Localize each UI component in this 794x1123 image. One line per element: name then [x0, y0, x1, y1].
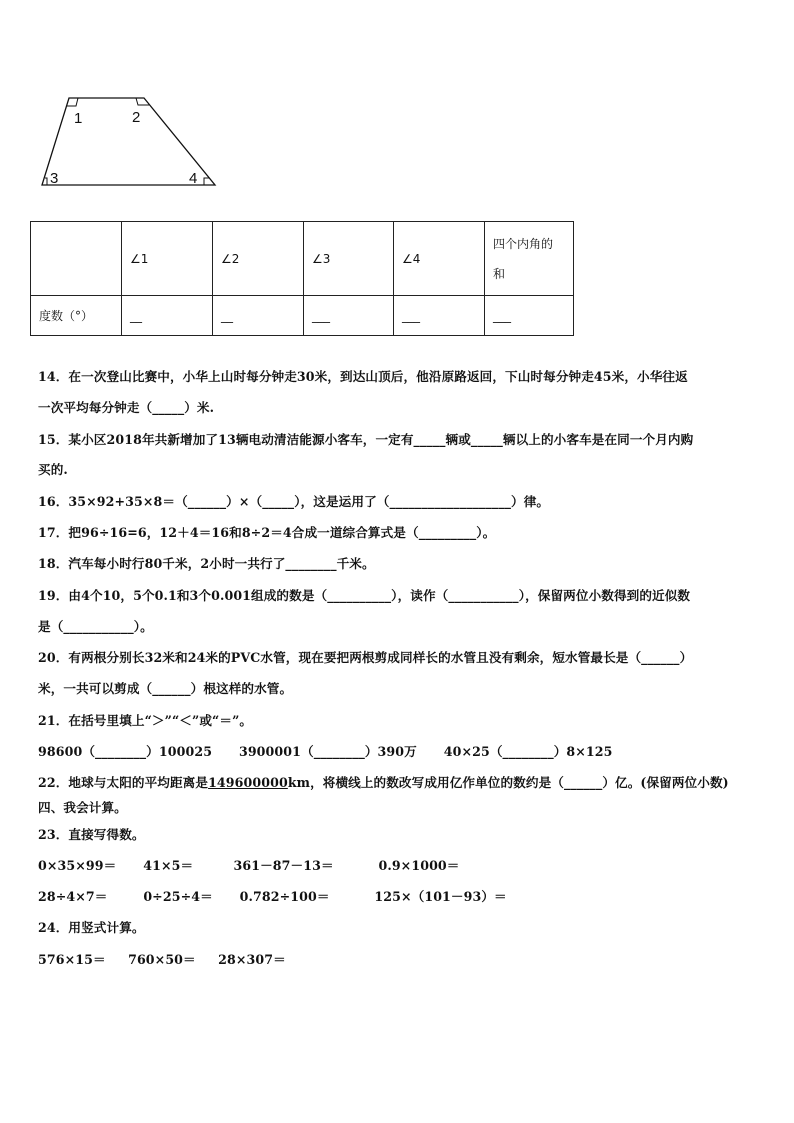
- answer-blank-angle-3[interactable]: ___: [304, 296, 394, 336]
- q23-row1: 0×35×99＝ 41×5＝ 361－87－13＝ 0.9×1000＝: [38, 858, 460, 873]
- q15-line2: 买的.: [38, 462, 68, 477]
- angle-mark-2: [136, 98, 150, 105]
- q22-text-a: 22．地球与太阳的平均距离是: [38, 775, 209, 790]
- angle-label-3: 3: [50, 170, 59, 187]
- angle-label-4: 4: [189, 170, 198, 187]
- q18: 18．汽车每小时行80千米，2小时一共行了________千米。: [38, 556, 375, 571]
- header-angle-sum-line1: 四个内角的: [493, 236, 554, 251]
- header-angle-sum: [485, 222, 574, 296]
- header-angle-4: ∠4: [394, 222, 485, 296]
- angle-label-1: 1: [74, 110, 83, 127]
- header-angle-1: ∠1: [122, 222, 213, 296]
- angle-table: [30, 221, 574, 336]
- q24-problems: 576×15＝ 760×50＝ 28×307＝: [38, 952, 286, 967]
- angle-mark-3: [45, 178, 47, 185]
- q23-prompt: 23．直接写得数。: [38, 827, 145, 842]
- answer-blank-angle-1[interactable]: __: [122, 296, 213, 336]
- q22-text-c: km，将横线上的数改写成用亿作单位的数约是（______）亿。(保留两位小数): [287, 775, 729, 790]
- q17: 17．把96÷16=6，12＋4＝16和8÷2＝4合成一道综合算式是（_________）。: [38, 525, 496, 540]
- q19-line1: 19．由4个10，5个0.1和3个0.001组成的数是（__________），读作（___________），保留两位小数得到的近似数: [38, 588, 691, 603]
- q16: 16．35×92+35×8＝（______）×（_____），这是运用了（___________________）律。: [38, 494, 550, 509]
- q21-prompt: 21．在括号里填上“＞”“＜”或“＝”。: [38, 713, 253, 728]
- table-corner-cell: [31, 222, 122, 296]
- answer-blank-angle-sum[interactable]: ___: [485, 296, 574, 336]
- q24-prompt: 24．用竖式计算。: [38, 920, 145, 935]
- section-four-heading: 四、我会计算。: [38, 800, 127, 815]
- q21-comparisons: 98600（________）100025 3900001（________）390万 40×25（________）8×125: [38, 744, 613, 759]
- q20-line2: 米，一共可以剪成（______）根这样的水管。: [38, 681, 293, 696]
- angle-label-2: 2: [132, 109, 141, 126]
- header-angle-3: ∠3: [304, 222, 394, 296]
- q19-line2: 是（___________）。: [38, 619, 153, 634]
- answer-blank-angle-2[interactable]: __: [213, 296, 304, 336]
- header-angle-sum-line2: 和: [493, 266, 506, 281]
- q14-line1: 14．在一次登山比赛中，小华上山时每分钟走30米，到达山顶后，他沿原路返回，下山时每分钟走45米，小华往返: [38, 369, 688, 384]
- q15-line1: 15．某小区2018年共新增加了13辆电动清洁能源小客车，一定有_____辆或_____辆以上的小客车是在同一个月内购: [38, 432, 694, 447]
- row-label-degrees: 度数（°）: [31, 296, 122, 336]
- q14-line2: 一次平均每分钟走（_____）米.: [38, 400, 215, 415]
- header-angle-2: ∠2: [213, 222, 304, 296]
- q20-line1: 20．有两根分别长32米和24米的PVC水管，现在要把两根剪成同样长的水管且没有剩余，短水管最长是（______）: [38, 650, 693, 665]
- q23-row2: 28÷4×7＝ 0÷25÷4＝ 0.782÷100＝ 125×（101－93）＝: [38, 889, 507, 904]
- answer-blank-angle-4[interactable]: ___: [394, 296, 485, 336]
- q22-underlined-number: 149600000: [208, 775, 288, 790]
- trapezoid-figure: [36, 92, 222, 190]
- q22: [38, 772, 729, 791]
- angle-mark-4: [204, 178, 209, 185]
